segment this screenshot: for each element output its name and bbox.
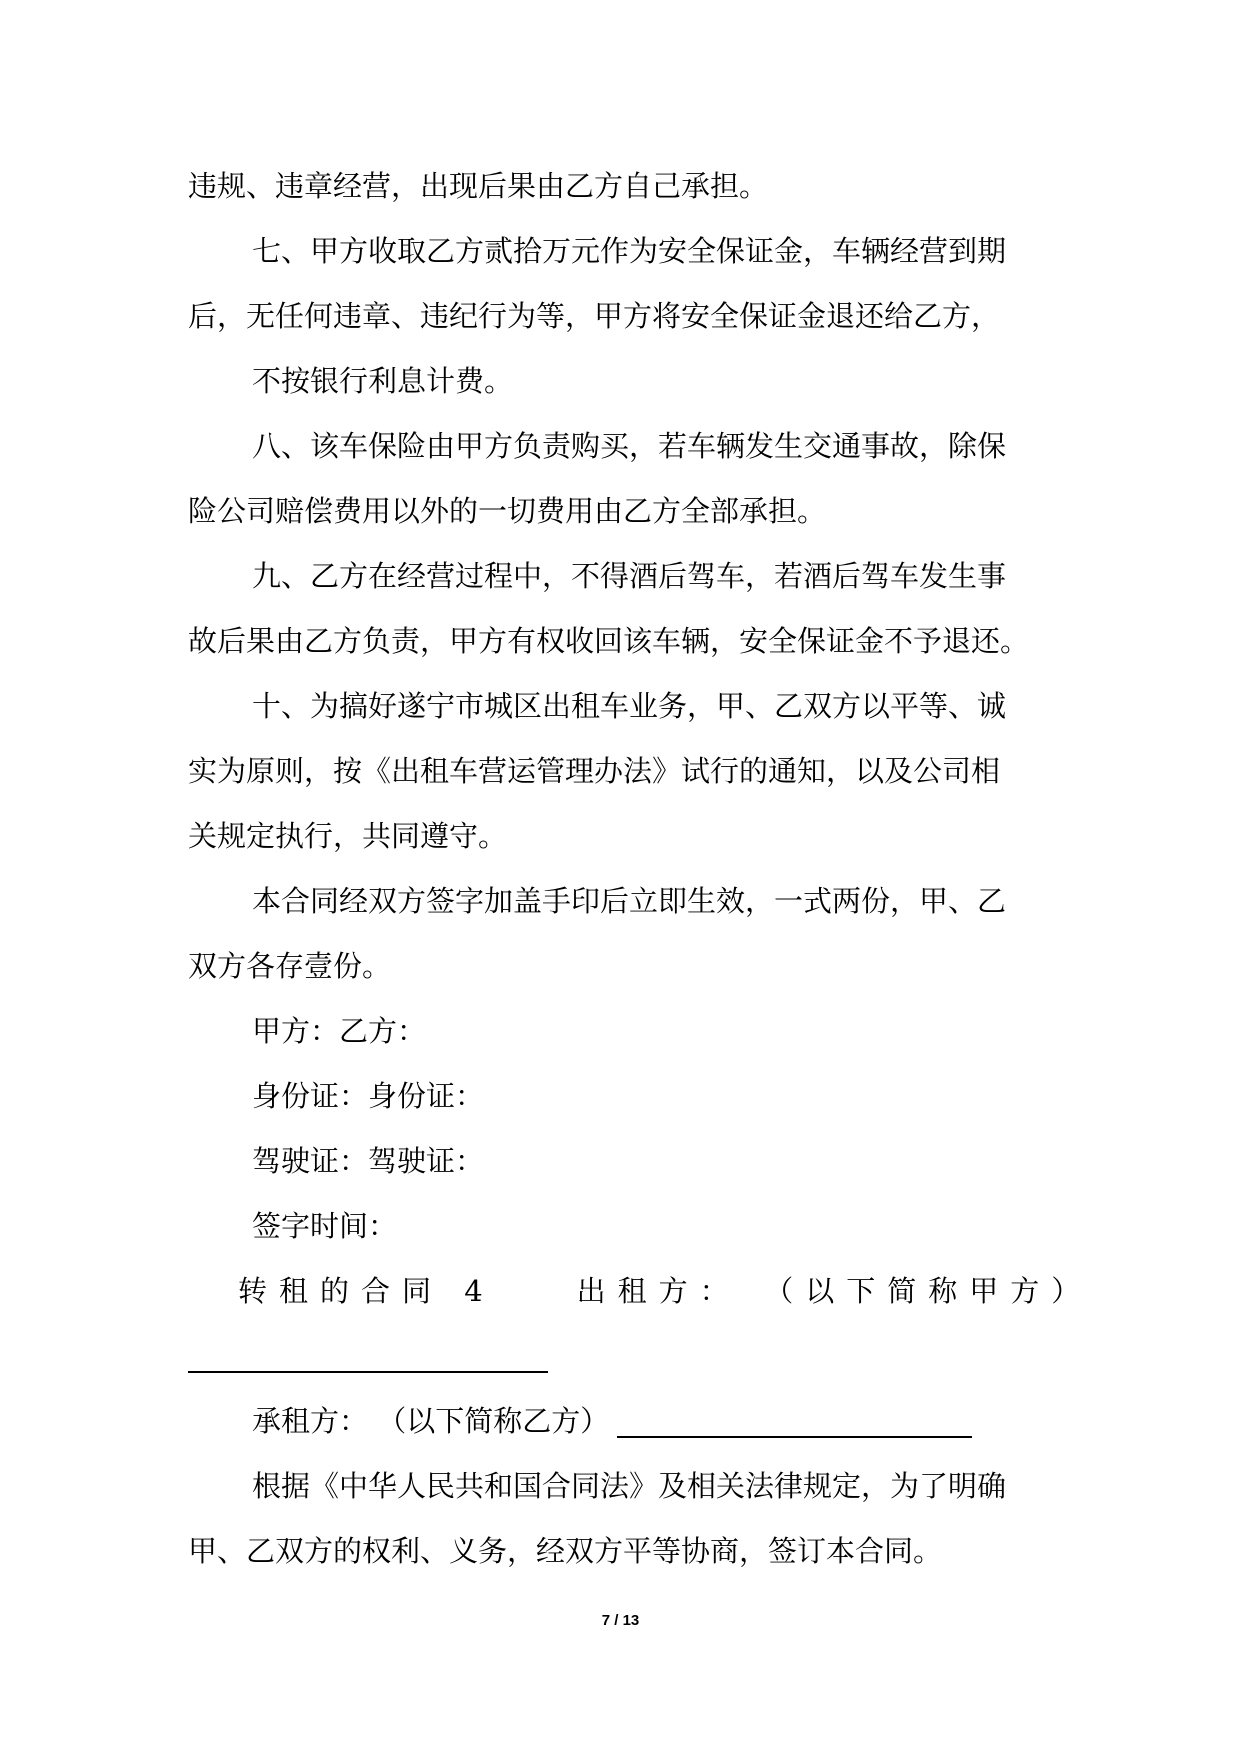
paragraph-line: 不按银行利息计费。	[252, 364, 514, 398]
paragraph-line: 险公司赔偿费用以外的一切费用由乙方全部承担。	[188, 494, 827, 528]
lessee-line	[188, 1389, 1058, 1454]
paragraph-line: 甲、乙双方的权利、义务，经双方平等协商，签订本合同。	[188, 1534, 943, 1568]
paragraph-line: 九、乙方在经营过程中，不得酒后驾车，若酒后驾车发生事	[252, 559, 1007, 593]
paragraph-line: 故后果由乙方负责，甲方有权收回该车辆，安全保证金不予退还。	[188, 624, 1030, 658]
contract-heading-line	[188, 1259, 1093, 1324]
lessor-note: （以下简称甲方）	[778, 1274, 1093, 1308]
lessee-note: （以下简称乙方）	[377, 1404, 610, 1438]
signature-license-line: 驾驶证：驾驶证：	[252, 1144, 485, 1178]
document-body	[188, 154, 1093, 1584]
fill-in-blank	[617, 1396, 972, 1438]
paragraph-line: 本合同经双方签字加盖手印后立即生效，一式两份，甲、乙	[252, 884, 1007, 918]
paragraph-line: 关规定执行，共同遵守。	[188, 819, 508, 853]
fill-in-blank	[188, 1331, 548, 1373]
paragraph-line: 十、为搞好遂宁市城区出租车业务，甲、乙双方以平等、诚	[252, 689, 1007, 723]
signature-id-line: 身份证：身份证：	[252, 1079, 485, 1113]
paragraph-line: 八、该车保险由甲方负责购买，若车辆发生交通事故，除保	[252, 429, 1007, 463]
signature-party-line: 甲方：乙方：	[252, 1014, 427, 1048]
lessor-label: 出租方：	[576, 1274, 741, 1308]
signature-date-line: 签字时间：	[252, 1209, 398, 1243]
contract-title: 转租的合同 4	[238, 1274, 495, 1308]
paragraph-line: 实为原则，按《出租车营运管理办法》试行的通知，以及公司相	[188, 754, 1001, 788]
paragraph-line: 七、甲方收取乙方贰拾万元作为安全保证金，车辆经营到期	[252, 234, 1007, 268]
lessee-label: 承租方：	[252, 1404, 369, 1438]
paragraph-line: 后，无任何违章、违纪行为等，甲方将安全保证金退还给乙方，	[188, 299, 1001, 333]
lessor-blank-line	[188, 1324, 1058, 1389]
paragraph-line: 根据《中华人民共和国合同法》及相关法律规定，为了明确	[252, 1469, 1007, 1503]
paragraph-line: 违规、违章经营，出现后果由乙方自己承担。	[188, 169, 769, 203]
paragraph-line: 双方各存壹份。	[188, 949, 392, 983]
page-number: 7 / 13	[601, 1612, 640, 1629]
